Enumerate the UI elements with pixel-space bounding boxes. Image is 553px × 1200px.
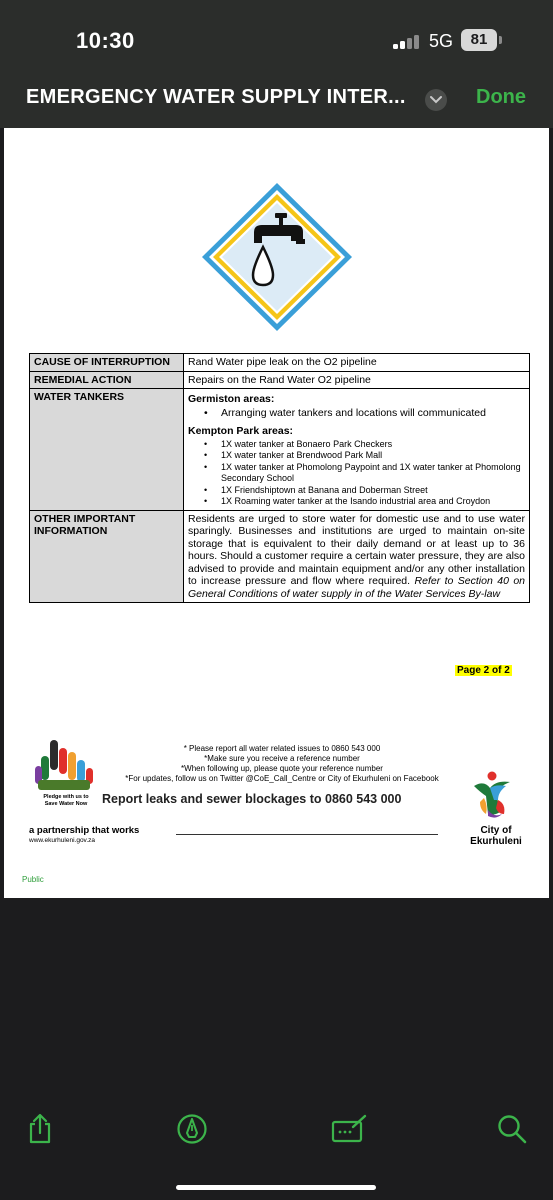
document-title[interactable]: EMERGENCY WATER SUPPLY INTER... xyxy=(26,86,406,108)
pledge-line-1: Pledge with us to xyxy=(43,794,89,800)
germiston-heading: Germiston areas: xyxy=(188,393,275,405)
city-name xyxy=(466,825,526,847)
list-item: • 1X water tanker at Brendwood Park Mall xyxy=(188,450,525,462)
table-row xyxy=(30,371,530,389)
done-button[interactable]: Done xyxy=(476,86,526,108)
share-icon xyxy=(24,1113,56,1145)
by-law-reference: Refer to Section 40 on General Conditions of water supply in of the Water Services By-law xyxy=(188,575,526,600)
status-bar xyxy=(0,0,553,72)
note-line: *For updates, follow us on Twitter @CoE_Call_Centre or City of Ekurhuleni on Facebook xyxy=(125,774,439,783)
battery-tip xyxy=(499,36,502,44)
pledge-text xyxy=(26,794,106,807)
cause-label: CAUSE OF INTERRUPTION xyxy=(30,354,184,372)
chevron-down-icon[interactable] xyxy=(425,89,447,111)
nav-bar xyxy=(0,72,553,128)
search-icon xyxy=(496,1113,528,1145)
other-info-value xyxy=(184,510,530,603)
tankers-label: WATER TANKERS xyxy=(30,389,184,511)
interruption-details-table xyxy=(29,353,530,603)
tankers-value xyxy=(184,389,530,511)
table-row xyxy=(30,389,530,511)
list-item: • 1X water tanker at Bonaero Park Checkers xyxy=(188,439,525,451)
water-tap-hazard-icon xyxy=(200,181,354,333)
website-url: www.ekurhuleni.gov.za xyxy=(29,837,95,844)
city-of-ekurhuleni-logo xyxy=(470,770,516,820)
list-item: • 1X Friendshiptown at Banana and Doberman Street xyxy=(188,485,525,497)
note-line: *When following up, please quote your reference number xyxy=(181,764,383,773)
battery-icon: 81 xyxy=(461,29,497,51)
page-count: Page 2 of 2 xyxy=(457,665,510,676)
kempton-heading: Kempton Park areas: xyxy=(188,425,294,437)
markup-pen-icon xyxy=(176,1113,208,1145)
report-leaks-line: Report leaks and sewer blockages to 0860 543 000 xyxy=(102,792,402,806)
germiston-list xyxy=(188,407,525,420)
home-indicator[interactable] xyxy=(176,1185,376,1190)
city-name-line-2: Ekurhuleni xyxy=(470,836,522,847)
classification-label: Public xyxy=(22,875,44,884)
document-page[interactable] xyxy=(4,128,549,898)
contact-notes xyxy=(92,744,472,784)
partnership-slogan: a partnership that works xyxy=(29,825,140,836)
network-type: 5G xyxy=(429,31,454,51)
other-info-label: OTHER IMPORTANT INFORMATION xyxy=(30,510,184,603)
list-item: • 1X Roaming water tanker at the Isando industrial area and Croydon xyxy=(188,496,525,508)
note-line: *Make sure you receive a reference number xyxy=(204,754,360,763)
share-button[interactable] xyxy=(24,1113,56,1145)
search-button[interactable] xyxy=(496,1113,528,1145)
remedial-value: Repairs on the Rand Water O2 pipeline xyxy=(184,371,530,389)
table-row xyxy=(30,510,530,603)
list-item: • 1X water tanker at Phomolong Paypoint and 1X water tanker at Phomolong Secondary School xyxy=(188,462,525,485)
markup-button[interactable] xyxy=(176,1113,208,1145)
table-row xyxy=(30,354,530,372)
signature-button[interactable] xyxy=(331,1113,367,1145)
signature-icon xyxy=(331,1113,367,1145)
pledge-line-2: Save Water Now xyxy=(44,800,88,807)
status-time: 10:30 xyxy=(76,28,135,53)
signal-strength-icon xyxy=(393,33,423,49)
note-line: * Please report all water related issues to 0860 543 000 xyxy=(183,744,381,753)
pledge-hands-logo xyxy=(34,736,94,794)
footer-divider xyxy=(176,834,438,835)
list-item: • Arranging water tankers and locations will communicated xyxy=(188,407,525,420)
cause-value: Rand Water pipe leak on the O2 pipeline xyxy=(184,354,530,372)
kempton-list xyxy=(188,439,525,508)
other-info-text: Residents are urged to store water for domestic use and to use water sparingly. Businesses and institutions are urged to maintain on-site storage that is equivalent to their daily demand or at least up to 36 hours. Should a customer require a certain water pressure, they are also advised to provide and maintain equipment and/or any other installation to increase pressure and flow where required. xyxy=(188,512,525,587)
remedial-label: REMEDIAL ACTION xyxy=(30,371,184,389)
city-name-line-1: City of xyxy=(480,825,512,836)
